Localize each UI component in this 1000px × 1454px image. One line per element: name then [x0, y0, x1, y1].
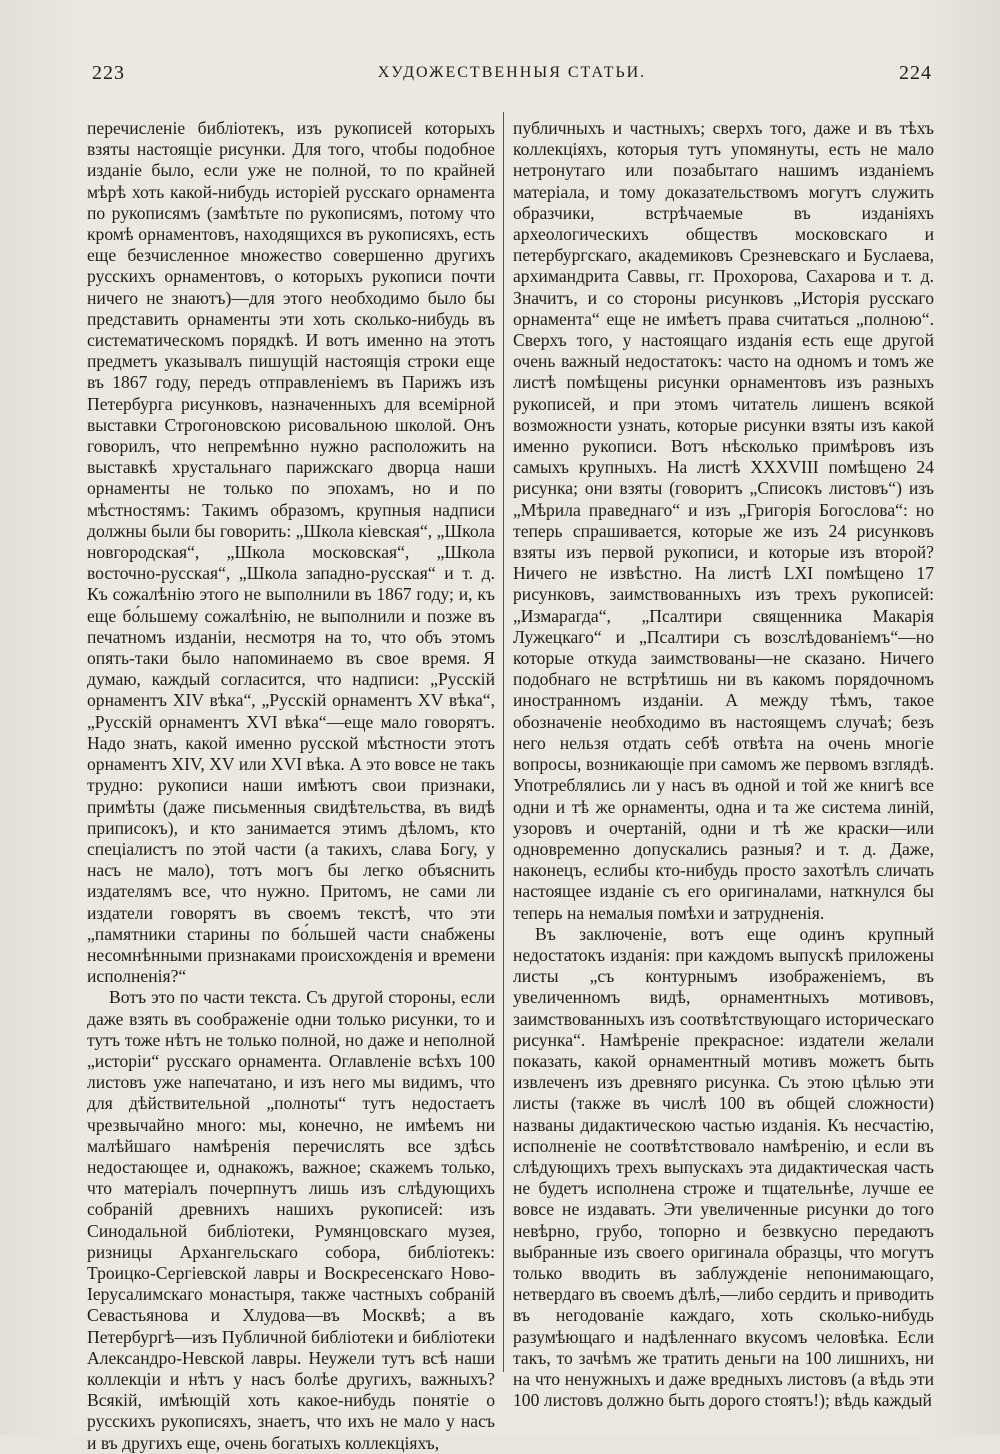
section-title: ХУДОЖЕСТВЕННЫЯ СТАТЬИ. [377, 64, 647, 81]
left-paragraph-2: Вотъ это по части текста. Съ другой стороны, если даже взять въ соображеніе одни только рисунки, то и тутъ тоже нѣтъ не только полной, но даже и неполной „исторіи“ русскаго орнамента. Оглавленіе всѣхъ 100 листовъ уже напечатано, и изъ него мы видимъ, что для дѣйствительной „полноты“ тутъ недостаетъ чрезвычайно много: мы, конечно, не имѣемъ ни малѣйшаго намѣренія перечислять все здѣсь недостающее и, однакожъ, важное; скажемъ только, что матеріалъ почерпнутъ лишь изъ слѣдующихъ собраній древнихъ нашихъ рукописей: изъ Синодальной библіотеки, Румянцовскаго музея, ризницы Архангельскаго собора, библіотекъ: Троицко-Сергіевской лавры и Воскресенскаго Ново-Іерусалимскаго монастыря, также частныхъ собраній Севастьянова и Хлудова—въ Москвѣ; а въ Петербургѣ—изъ Публичной библіотеки и библіотеки Александро-Невской лавры. Неужели тутъ всѣ наши коллекціи и нѣтъ у насъ болѣе другихъ, важныхъ? Всякій, имѣющій хоть какое-нибудь понятіе о русскихъ рукописяхъ, знаетъ, что ихъ не мало у насъ и въ другихъ еще, очень богатыхъ коллекціяхъ, [87, 987, 495, 1453]
running-head [92, 62, 932, 92]
right-page-number: 224 [899, 62, 932, 84]
right-text-column [513, 118, 934, 1411]
right-paragraph-2: Въ заключеніе, вотъ еще одинъ крупный недостатокъ изданія: при каждомъ выпускѣ приложены листы „съ контурнымъ изображеніемъ, въ увеличенномъ видѣ, орнаментныхъ мотивовъ, заимствованныхъ изъ соотвѣтствующаго историческаго рисунка“. Намѣреніе прекрасное: издатели желали показать, какой орнаментный мотивъ можетъ быть извлеченъ изъ древняго рисунка. Съ этою цѣлью эти листы (также въ числѣ 100 въ общей сложности) названы дидактическою частью изданія. Къ несчастію, исполненіе не соотвѣтствовало намѣренію, и если въ слѣдующихъ трехъ выпускахъ эта дидактическая часть не будетъ исполнена строже и тщательнѣе, лучше ее вовсе не издавать. Эти увеличенные рисунки до того невѣрно, грубо, топорно и безвкусно передаютъ выбранные изъ своего оригинала образцы, что могутъ только вводить въ заблужденіе непонимающаго, нетвердаго въ своемъ дѣлѣ,—либо сердить и приводить въ негодованіе каждаго, хоть сколько-нибудь разумѣющаго и надѣленнаго вкусомъ человѣка. Если такъ, то зачѣмъ же тратить деньги на 100 лишнихъ, ни на что ненужныхъ и даже вредныхъ листовъ (а вѣдь эти 100 листовъ должно быть дорого стоятъ!); вѣдь каждый [513, 923, 934, 1411]
left-text-column [87, 118, 495, 1454]
left-page-number: 223 [92, 62, 125, 84]
column-divider [503, 112, 504, 1372]
left-paragraph-1: перечисленіе библіотекъ, изъ рукописей которыхъ взяты настоящіе рисунки. Для того, чтобы подобное изданіе было, если уже не полной, то по крайней мѣрѣ хоть какой-нибудь исторіей русскаго орнамента по рукописямъ (замѣтьте по рукописямъ, потому что кромѣ орнаментовъ, находящихся въ рукописяхъ, есть еще безчисленное множество совершенно другихъ русскихъ орнаментовъ, о которыхъ рукописи почти ничего не знаютъ)—для этого необходимо было бы представить орнаменты эти хоть сколько-нибудь въ систематическомъ порядкѣ. И вотъ именно на этотъ предметъ указывалъ пишущій настоящія строки еще въ 1867 году, передъ отправленіемъ въ Парижъ изъ Петербурга рисунковъ, назначенныхъ для всемірной выставки Строгоновскою рисовальною школой. Онъ говорилъ, что непремѣнно нужно расположить на выставкѣ хрустальнаго парижскаго дворца наши орнаменты не только по эпохамъ, но и по мѣстностямъ: Такимъ образомъ, крупныя надписи должны были бы говорить: „Школа кіевская“, „Школа новгородская“, „Школа московская“, „Школа восточно-русская“, „Школа западно-русская“ и т. д. Къ сожалѣнію этого не выполнили въ 1867 году; и, къ еще бо́льшему сожалѣнію, не выполнили и позже въ печатномъ изданіи, несмотря на то, что объ этомъ опять-таки было напоминаемо въ свое время. Я думаю, каждый согласится, что надписи: „Русскій орнаментъ XIV вѣка“, „Русскій орнаментъ XV вѣка“, „Русскій орнаментъ XVI вѣка“—еще мало говорятъ. Надо знать, какой именно русской мѣстности этотъ орнаментъ XIV, XV или XVI вѣка. А это вовсе не такъ трудно: рукописи наши имѣютъ свои признаки, примѣты (даже письменныя свидѣтельства, въ видѣ приписокъ), и кто занимается этимъ дѣломъ, кто спеціалистъ по этой части (а такихъ, слава Богу, у насъ не мало), тотъ могъ бы легко объяснить издателямъ все, что нужно. Притомъ, не сами ли издатели говорятъ въ своемъ текстѣ, что эти „памятники старины по бо́льшей части снабжены несомнѣнными признаками происхожденія и времени исполненія?“ [87, 118, 495, 987]
right-paragraph-1: публичныхъ и частныхъ; сверхъ того, даже и въ тѣхъ коллекціяхъ, которыя тутъ упомянуты, есть не мало нетронутаго или позабытаго нашимъ изданіемъ матеріала, и тому доказательствомъ могутъ служить образчики, встрѣчаемые въ изданіяхъ археологическихъ обществъ московскаго и петербургскаго, академиковъ Срезневскаго и Буслаева, архимандрита Саввы, гг. Прохорова, Сахарова и т. д. Значитъ, и со стороны рисунковъ „Исторія русскаго орнамента“ еще не имѣетъ права считаться „полною“. Сверхъ того, у настоящаго изданія есть еще другой очень важный недостатокъ: часто на одномъ и томъ же листѣ помѣщены рисунки орнаментовъ изъ разныхъ рукописей, и при этомъ читатель лишенъ всякой возможности узнать, которые рисунки взяты изъ какой именно рукописи. Вотъ нѣсколько примѣровъ изъ самыхъ крупныхъ. На листѣ XXXVIII помѣщено 24 рисунка; они взяты (говоритъ „Списокъ листовъ“) изъ „Мѣрила праведнаго“ и изъ „Григорія Богослова“: но теперь спрашивается, которые же изъ 24 рисунковъ взяты изъ первой рукописи, и которые изъ второй? Ничего не извѣстно. На листѣ LXI помѣщено 17 рисунковъ, заимствованныхъ изъ трехъ рукописей: „Измарагда“, „Псалтири священника Макарія Лужецкаго“ и „Псалтири съ возслѣдованіемъ“—но которые откуда заимствованы—не сказано. Ничего подобнаго не встрѣтишь ни въ какомъ порядочномъ иностранномъ изданіи. А между тѣмъ, такое обозначеніе необходимо въ настоящемъ случаѣ; безъ него нельзя отдать себѣ отвѣта на очень многіе вопросы, возникающіе при самомъ же первомъ взглядѣ. Употреблялись ли у насъ въ одной и той же книгѣ все одни и тѣ же орнаменты, одна и та же система линій, узоровъ и очертаній, одни и тѣ же краски—или одновременно допускались разныя? и т. д. Даже, наконецъ, еслибы кто-нибудь просто захотѣлъ сличать настоящее изданіе съ его оригиналами, наткнулся бы теперь на немалыя помѣхи и затрудненія. [513, 118, 934, 923]
